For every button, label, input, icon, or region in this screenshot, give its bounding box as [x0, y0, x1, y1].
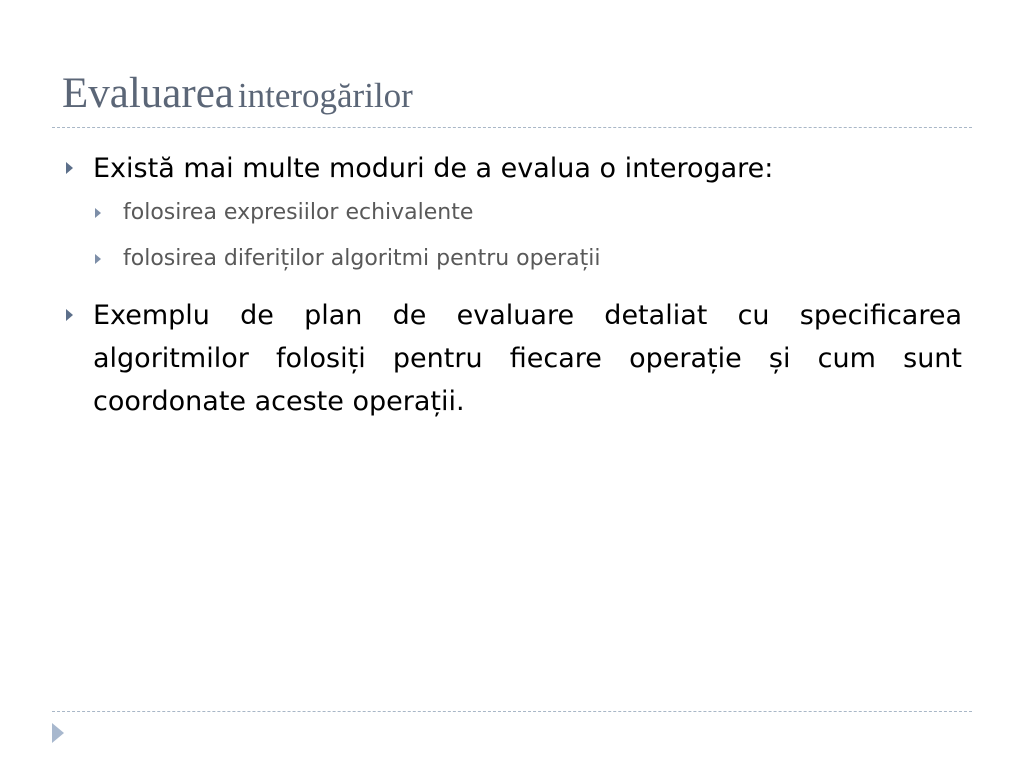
bullet-text: Exemplu de plan de evaluare detaliat cu specificarea algoritmilor folosiți pentru fiecare operație și cum sunt coordonate aceste operații.	[93, 300, 962, 417]
triangle-bullet-icon	[95, 208, 101, 218]
next-slide-icon[interactable]	[52, 723, 64, 743]
bullet-item	[62, 294, 962, 423]
bullet-item	[62, 147, 962, 190]
footer-divider	[52, 711, 972, 712]
slide-title	[62, 72, 413, 115]
sub-bullet-item	[93, 236, 962, 282]
sub-bullet-text: folosirea expresiilor echivalente	[123, 200, 474, 225]
sub-bullet-text: folosirea diferiților algoritmi pentru operații	[123, 246, 601, 271]
slide-content	[62, 147, 962, 423]
bullet-text: Există mai multe moduri de a evalua o interogare:	[93, 153, 774, 184]
slide-title-part1: Evaluarea	[62, 70, 234, 117]
triangle-bullet-icon	[66, 162, 73, 174]
sub-bullet-item	[93, 190, 962, 236]
triangle-bullet-icon	[66, 309, 73, 321]
slide-title-part2: interogărilor	[237, 76, 413, 115]
triangle-bullet-icon	[95, 254, 101, 264]
title-divider	[52, 127, 972, 128]
